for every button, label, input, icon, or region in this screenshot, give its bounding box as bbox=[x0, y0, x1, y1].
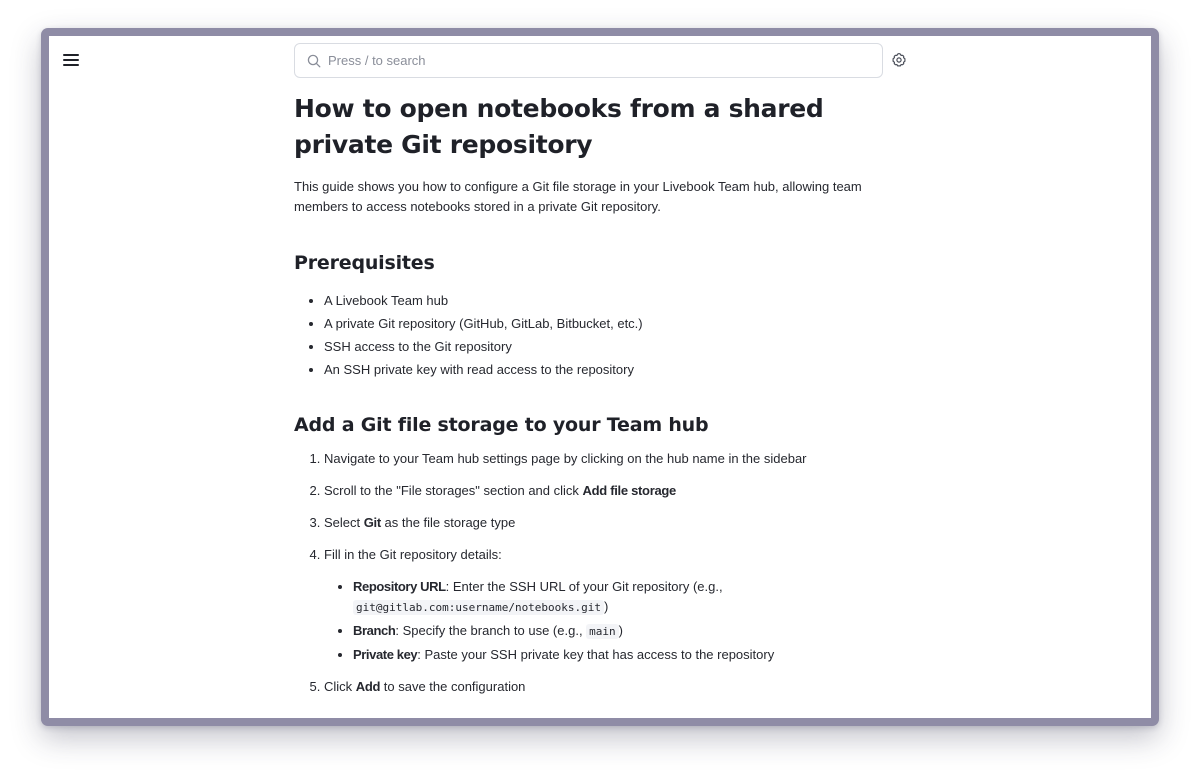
add-storage-heading: Add a Git file storage to your Team hub bbox=[294, 414, 709, 436]
step-3-bold: Git bbox=[363, 515, 381, 530]
code-snippet: main bbox=[586, 624, 619, 639]
search-input[interactable] bbox=[328, 53, 848, 68]
sub-item-private-key: • Private key: Paste your SSH private key that has access to the repository bbox=[353, 645, 894, 665]
sub-item-branch: • Branch: Specify the branch to use (e.g., main ) bbox=[353, 621, 894, 642]
step-2-bold: Add file storage bbox=[582, 483, 676, 498]
step-4: 4. Fill in the Git repository details: • Repository URL: Enter the SSH URL of your Git repository (e.g., git@gitlab.com:username/notebooks.git ) • Branch: Specify the branch to use (e.g., main ) • Private key: Paste your SSH private key that has access to the repository bbox=[324, 545, 894, 665]
list-item: • SSH access to the Git repository bbox=[324, 335, 894, 358]
step-1: 1. Navigate to your Team hub settings page by clicking on the hub name in the sidebar bbox=[324, 449, 894, 469]
sub-item-repository-url: • Repository URL: Enter the SSH URL of your Git repository (e.g., git@gitlab.com:username/notebooks.git ) bbox=[353, 577, 894, 618]
intro-paragraph: This guide shows you how to configure a Git file storage in your Livebook Team hub, allowing team members to access notebooks stored in a private Git repository. bbox=[294, 179, 862, 214]
step-2: 2. Scroll to the "File storages" section and click Add file storage bbox=[324, 481, 894, 501]
prerequisites-list bbox=[294, 289, 894, 381]
step-5-bold: Add bbox=[355, 679, 381, 694]
page-title: How to open notebooks from a shared private Git repository bbox=[294, 94, 824, 159]
list-item: • An SSH private key with read access to the repository bbox=[324, 358, 894, 381]
steps-list bbox=[294, 449, 894, 697]
code-snippet: git@gitlab.com:username/notebooks.git bbox=[353, 600, 604, 615]
docs-window bbox=[49, 36, 1151, 718]
list-item: • A private Git repository (GitHub, GitLab, Bitbucket, etc.) bbox=[324, 312, 894, 335]
repository-details-list bbox=[324, 577, 894, 665]
gear-icon[interactable] bbox=[891, 52, 907, 68]
search-bar[interactable] bbox=[294, 43, 883, 78]
step-3: 3. Select Git as the file storage type bbox=[324, 513, 894, 533]
article bbox=[294, 91, 894, 709]
search-icon bbox=[307, 54, 321, 68]
hamburger-menu-icon[interactable] bbox=[63, 54, 79, 68]
prerequisites-heading: Prerequisites bbox=[294, 252, 435, 274]
list-item: • A Livebook Team hub bbox=[324, 289, 894, 312]
step-5: 5. Click Add to save the configuration bbox=[324, 677, 894, 697]
